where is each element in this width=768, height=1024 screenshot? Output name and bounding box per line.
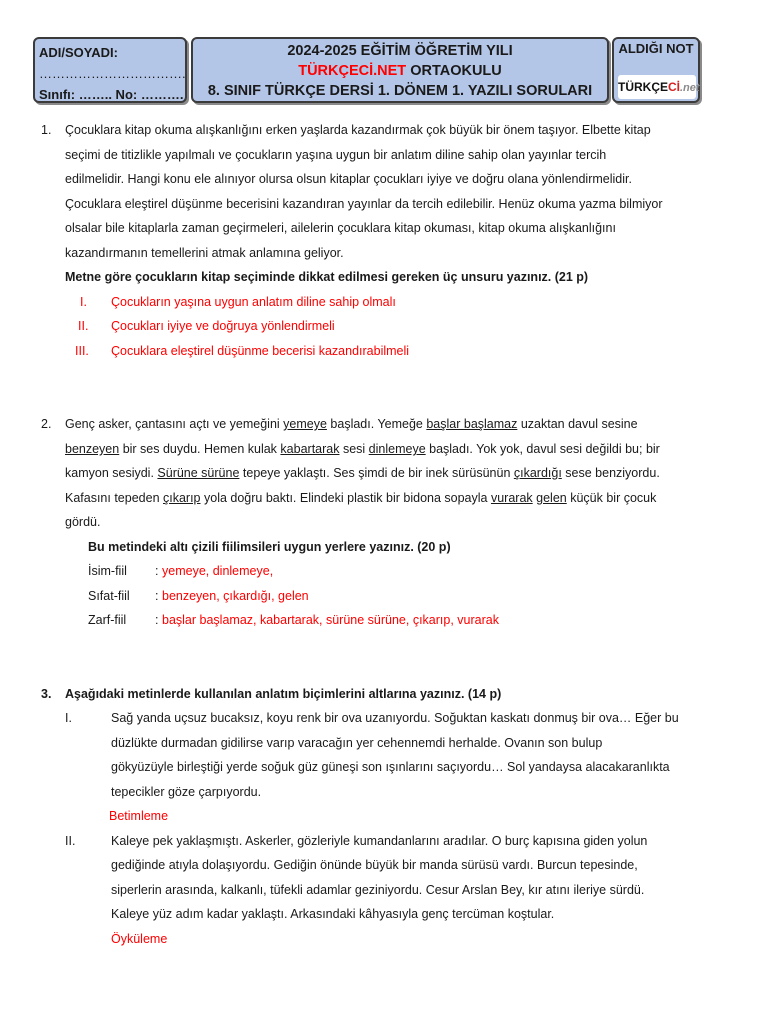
answer-text: Çocukların yaşına uygun anlatım diline sahip olmalı xyxy=(111,295,396,309)
passage-line: gediğinde atıyla dolaşıyordu. Gediğin önünde büyük bir manda sürüsü vardı. Burcun tepesinde, xyxy=(111,858,638,872)
question-number: 2. xyxy=(41,417,52,431)
answer-number: II. xyxy=(78,319,89,333)
answer-text: Çocuklara eleştirel düşünme becerisi kazandırabilmeli xyxy=(111,344,410,358)
underlined-verbal: çıkardığı xyxy=(513,466,562,480)
question-prompt: Aşağıdaki metinlerde kullanılan anlatım biçimlerini altlarına yazınız. (14 p) xyxy=(65,687,502,701)
underlined-verbal: başlar başlamaz xyxy=(426,417,518,431)
academic-year: 2024-2025 EĞİTİM ÖĞRETİM YILI xyxy=(287,43,513,59)
turkceci-logo: TÜRKÇECİ.net xyxy=(618,75,696,99)
answer-number: I. xyxy=(80,295,87,309)
answer-text: başlar başlamaz, kabartarak, sürüne sürüne, çıkarıp, vurarak xyxy=(162,613,499,627)
grade-box xyxy=(612,37,700,103)
passage-line: seçimi de titizlikle yapılmalı ve çocukların yaşına uygun bir anlatım diline sahip olan yayınlar tercih xyxy=(65,148,607,162)
school-name xyxy=(193,61,607,81)
answer-colon: : xyxy=(155,613,159,627)
question-number: 3. xyxy=(41,687,52,701)
passage-line: edilmelidir. Hangi konu ele alınıyor olursa olsun kitaplar çocukları iyiye ve doğru olana yönlendirmelidir. xyxy=(65,172,632,186)
answer-text: yemeye, dinlemeye, xyxy=(162,564,274,578)
passage-line: Sağ yanda uçsuz bucaksız, koyu renk bir ova uzanıyordu. Soğuktan kaskatı donmuş bir ova… Eğer bu xyxy=(111,711,679,725)
question-prompt: Metne göre çocukların kitap seçiminde dikkat edilmesi gereken üç unsuru yazınız. (21 p) xyxy=(65,270,589,284)
passage-line: Çocuklara kitap okuma alışkanlığını erken yaşlarda kazandırmak çok büyük bir önem taşıyor. Elbette kitap xyxy=(65,123,651,137)
underlined-verbal: gelen xyxy=(536,491,567,505)
answer-text: Çocukları iyiye ve doğruya yönlendirmeli xyxy=(111,319,335,333)
passage-line: gördü. xyxy=(65,515,101,529)
answer-colon: : xyxy=(155,589,159,603)
answer-text: Betimleme xyxy=(109,809,169,823)
answer-label: Sıfat-fiil xyxy=(88,589,130,603)
grade-label: ALDIĞI NOT xyxy=(618,41,694,56)
item-number: II. xyxy=(65,834,76,848)
name-dots: ……………………………. xyxy=(39,66,186,81)
underlined-verbal: dinlemeye xyxy=(368,442,426,456)
underlined-verbal: kabartarak xyxy=(280,442,340,456)
passage-line: Kaleye pek yaklaşmıştı. Askerler, gözleriyle kumandanlarını aradılar. O burç kapısına giden yolun xyxy=(111,834,648,848)
passage-line: Kaleye yüz adım kadar yaklaştı. Arkasındaki kâhyasıyla genç tercüman koştular. xyxy=(111,907,555,921)
question-prompt: Bu metindeki altı çizili fiilimsileri uygun yerlere yazınız. (20 p) xyxy=(88,540,451,554)
passage-line: siperlerin arasında, kalkanlı, tüfekli adamlar geziniyordu. Cesur Arslan Bey, kır atını ileriye sürdü. xyxy=(111,883,645,897)
answer-text: Öyküleme xyxy=(111,932,168,946)
passage-line: kamyon sesiydi. Sürüne sürüne tepeye yaklaştı. Ses şimdi de bir inek sürüsünün çıkardığı sese benziyordu. xyxy=(65,466,660,480)
exam-title: 8. SINIF TÜRKÇE DERSİ 1. DÖNEM 1. YAZILI SORULARI xyxy=(207,83,593,99)
student-info-box xyxy=(33,37,187,103)
school-suffix: ORTAOKULU xyxy=(406,63,502,79)
passage-line: düzlükte durmadan gidilirse varıp varacağın yer cehennemdi herhalde. Ovanın son bulup xyxy=(111,736,603,750)
underlined-verbal: vurarak xyxy=(490,491,533,505)
passage-line: Çocuklara eleştirel düşünme becerisini kazandıran yayınlar da tercih edilebilir. Henüz okuma yazma bilmiyor xyxy=(65,197,663,211)
answer-number: III. xyxy=(75,344,89,358)
name-label: ADI/SOYADI: xyxy=(39,45,118,60)
item-number: I. xyxy=(65,711,72,725)
exam-title-box xyxy=(191,37,609,103)
answer-label: İsim-fiil xyxy=(88,564,127,578)
passage-line: kazandırmanın temellerini atmak anlamına geliyor. xyxy=(65,246,344,260)
passage-line: Genç asker, çantasını açtı ve yemeğini yemeye başladı. Yemeğe başlar başlamaz uzaktan davul sesine xyxy=(65,417,638,431)
underlined-verbal: çıkarıp xyxy=(163,491,201,505)
underlined-verbal: yemeye xyxy=(283,417,327,431)
class-number-label: Sınıfı: …….. No: ………. xyxy=(39,87,184,102)
answer-colon: : xyxy=(155,564,159,578)
passage-line: benzeyen bir ses duydu. Hemen kulak kabartarak sesi dinlemeye başladı. Yok yok, davul sesi değildi bu; bir xyxy=(65,442,660,456)
passage-line: Kafasını tepeden çıkarıp yola doğru baktı. Elindeki plastik bir bidona sopayla vurarak gelen küçük bir çocuk xyxy=(65,491,657,505)
passage-line: olsalar bile kitaplarla zaman geçirmeleri, ailelerin çocuklara kitap okuması, kitap okuma alışkanlığını xyxy=(65,221,616,235)
school-brand: TÜRKÇECİ.NET xyxy=(298,63,407,79)
answer-text: benzeyen, çıkardığı, gelen xyxy=(162,589,309,603)
answer-label: Zarf-fiil xyxy=(88,613,127,627)
question-number: 1. xyxy=(41,123,52,137)
underlined-verbal: Sürüne sürüne xyxy=(157,466,240,480)
underlined-verbal: benzeyen xyxy=(65,442,120,456)
passage-line: tepecikler göze çarpıyordu. xyxy=(111,785,262,799)
passage-line: gökyüzüyle birleştiği yerde soğuk güz güneşi son ışınlarını saçıyordu… Sol yandaysa alacakaranlıkta xyxy=(111,760,670,774)
